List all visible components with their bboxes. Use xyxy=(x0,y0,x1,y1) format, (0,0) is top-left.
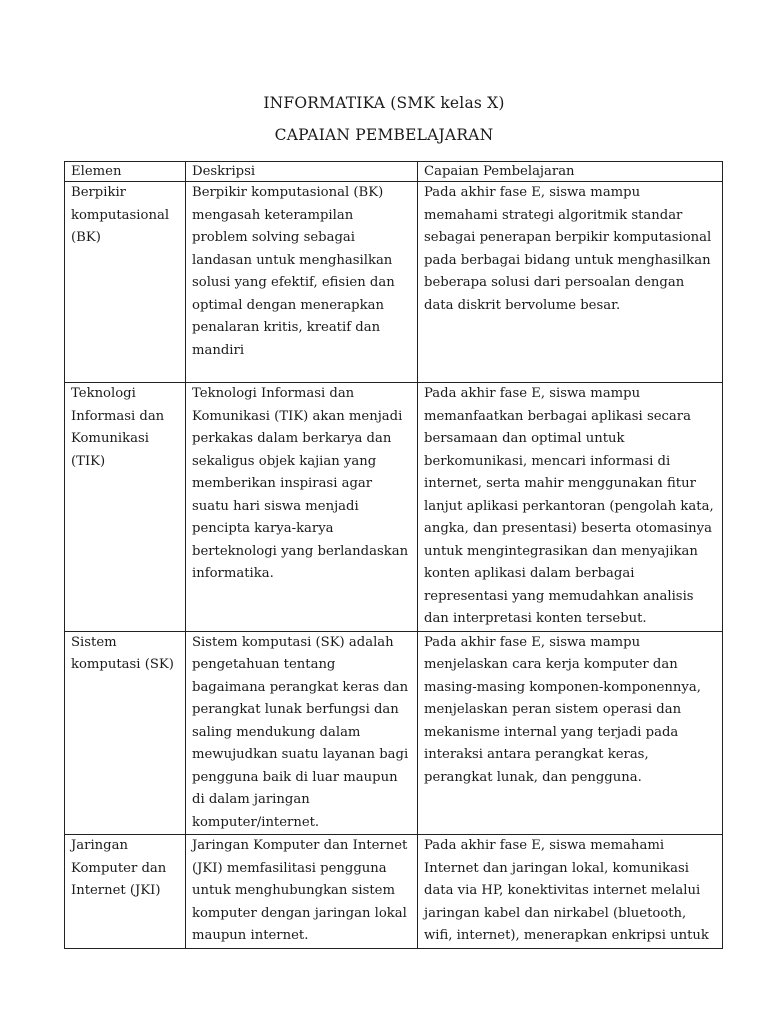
cell-elemen: Berpikir komputasional (BK) xyxy=(65,182,186,383)
cell-elemen: Sistem komputasi (SK) xyxy=(65,631,186,835)
cell-deskripsi: Jaringan Komputer dan Internet (JKI) memfasilitasi pengguna untuk menghubungkan sistem komputer dengan jaringan lokal maupun internet. xyxy=(186,835,418,949)
cell-capaian: Pada akhir fase E, siswa memahami Internet dan jaringan lokal, komunikasi data via HP, konektivitas internet melalui jaringan kabel dan nirkabel (bluetooth, wifi, internet), menerapkan enkripsi untuk xyxy=(418,835,723,949)
learning-outcomes-table xyxy=(64,161,723,949)
cell-deskripsi: Teknologi Informasi dan Komunikasi (TIK) akan menjadi perkakas dalam berkarya dan sekaligus objek kajian yang memberikan inspirasi agar suatu hari siswa menjadi pencipta karya-karya berteknologi yang berlandaskan informatika. xyxy=(186,383,418,632)
cell-deskripsi: Berpikir komputasional (BK) mengasah keterampilan problem solving sebagai landasan untuk menghasilkan solusi yang efektif, efisien dan optimal dengan menerapkan penalaran kritis, kreatif dan mandiri xyxy=(186,182,418,383)
document-title: INFORMATIKA (SMK kelas X) xyxy=(263,94,505,112)
cell-deskripsi: Sistem komputasi (SK) adalah pengetahuan tentang bagaimana perangkat keras dan perangkat lunak berfungsi dan saling mendukung dalam mewujudkan suatu layanan bagi pengguna baik di luar maupun di dalam jaringan komputer/internet. xyxy=(186,631,418,835)
table-header-row xyxy=(65,162,723,182)
header-capaian: Capaian Pembelajaran xyxy=(418,162,723,182)
header-deskripsi: Deskripsi xyxy=(186,162,418,182)
document-subtitle: CAPAIAN PEMBELAJARAN xyxy=(274,126,494,144)
table-row xyxy=(65,182,723,383)
cell-elemen: Teknologi Informasi dan Komunikasi (TIK) xyxy=(65,383,186,632)
header-elemen: Elemen xyxy=(65,162,186,182)
table-row xyxy=(65,383,723,632)
cell-capaian: Pada akhir fase E, siswa mampu memahami strategi algoritmik standar sebagai penerapan berpikir komputasional pada berbagai bidang untuk menghasilkan beberapa solusi dari persoalan dengan data diskrit bervolume besar. xyxy=(418,182,723,383)
cell-capaian: Pada akhir fase E, siswa mampu memanfaatkan berbagai aplikasi secara bersamaan dan optimal untuk berkomunikasi, mencari informasi di internet, serta mahir menggunakan fitur lanjut aplikasi perkantoran (pengolah kata, angka, dan presentasi) beserta otomasinya untuk mengintegrasikan dan menyajikan konten aplikasi dalam berbagai representasi yang memudahkan analisis dan interpretasi konten tersebut. xyxy=(418,383,723,632)
table-row xyxy=(65,631,723,835)
cell-capaian: Pada akhir fase E, siswa mampu menjelaskan cara kerja komputer dan masing-masing komponen-komponennya, menjelaskan peran sistem operasi dan mekanisme internal yang terjadi pada interaksi antara perangkat keras, perangkat lunak, dan pengguna. xyxy=(418,631,723,835)
cell-elemen: Jaringan Komputer dan Internet (JKI) xyxy=(65,835,186,949)
table-row xyxy=(65,835,723,949)
